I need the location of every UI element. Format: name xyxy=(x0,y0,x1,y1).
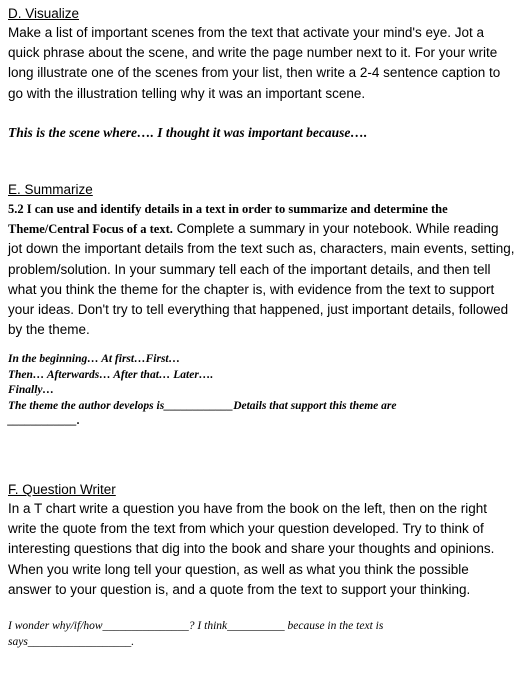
question-writer-template-line: I wonder why/if/how_______________? I think__________ because in the text is xyxy=(8,620,384,633)
question-writer-template-line: says__________________. xyxy=(8,636,135,649)
summarize-instructions xyxy=(8,199,516,340)
summarize-template-line: Finally… xyxy=(8,384,55,397)
question-writer-instructions: In a T chart write a question you have from the book on the left, then on the right write the quote from the text from which your question developed. Try to think of interesting questions that dig into the book and share your thoughts and opinions. When you write long tell your question, as well as what you think the possible answer to your question is, and a quote from the text to support your thinking. xyxy=(8,501,495,597)
summarize-template-line: ____________. xyxy=(8,415,80,428)
section-summarize xyxy=(8,180,516,430)
summarize-template-line: The theme the author develops is____________Details that support this theme are xyxy=(8,399,397,412)
question-writer-heading: F. Question Writer xyxy=(8,482,116,497)
question-writer-template xyxy=(8,618,516,650)
section-question-writer xyxy=(8,480,516,650)
summarize-body: Complete a summary in your notebook. While reading jot down the important details from the text such as, characters, main events, setting, problem/solution. In your summary tell each of the important details, and then tell what you think the theme for the chapter is, with evidence from the text to support your ideas. Don't try to tell everything that happened, just important details, followed by the theme. xyxy=(8,221,515,338)
visualize-heading: D. Visualize xyxy=(8,6,80,21)
summarize-standard: 5.2 I can use and identify details in a text in order to summarize and determine the Theme/Central Focus of a text. xyxy=(8,202,448,237)
summarize-template-line: In the beginning… At first…First… xyxy=(8,353,181,366)
visualize-instructions: Make a list of important scenes from the text that activate your mind's eye. Jot a quick phrase about the scene, and write the page number next to it. For your write long illustrate one of the scenes from your list, then write a 2-4 sentence caption to go with the illustration telling why it was an important scene. xyxy=(8,25,501,101)
section-visualize xyxy=(8,4,516,143)
summarize-template-line: Then… Afterwards… After that… Later…. xyxy=(8,368,214,381)
summarize-template xyxy=(8,352,516,430)
summarize-heading: E. Summarize xyxy=(8,182,93,197)
visualize-sentence-template: This is the scene where…. I thought it was important because…. xyxy=(8,124,368,140)
